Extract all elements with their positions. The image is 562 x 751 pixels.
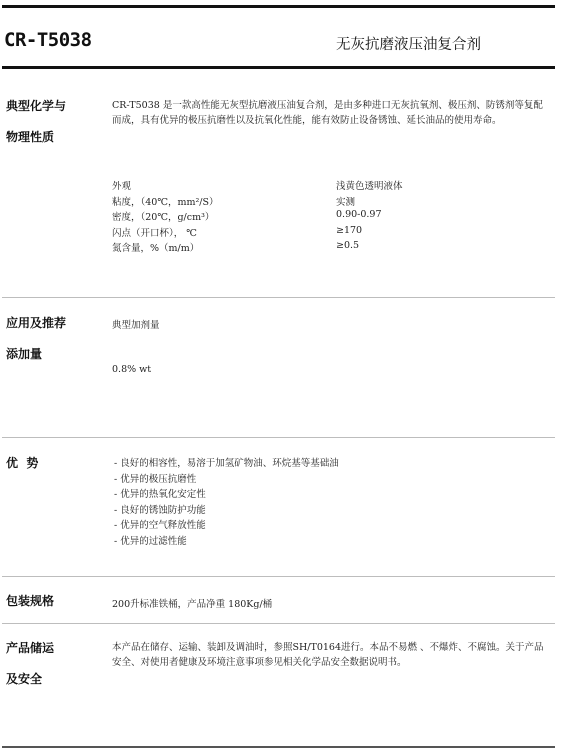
table-row (112, 209, 552, 225)
table-row (112, 240, 552, 256)
list-item: - 优异的空气释放性能 (114, 520, 206, 531)
section-divider (2, 297, 555, 298)
section-divider (2, 437, 555, 438)
property-value: 0.90-0.97 (336, 209, 382, 220)
advantages-label: 优 势 (6, 456, 39, 470)
list-item: - 优异的极压抗磨性 (114, 473, 197, 485)
packaging-label: 包装规格 (6, 594, 55, 608)
header-rule (2, 66, 555, 69)
packaging-text: 200升标准铁桶，产品净重 180Kg/桶 (112, 599, 273, 610)
property-value: ≥0.5 (336, 240, 360, 251)
bottom-rule (2, 746, 555, 748)
product-code: CR-T5038 (4, 29, 92, 51)
list-item: - 优异的热氧化安定性 (114, 489, 206, 500)
dosage-label-line2: 添加量 (6, 347, 43, 361)
storage-label-line1: 产品储运 (6, 641, 55, 655)
property-name: 氮含量，%（m/m） (112, 243, 200, 254)
table-row (112, 178, 552, 194)
dosage-heading: 典型加剂量 (112, 320, 160, 331)
section-divider (2, 623, 555, 624)
advantages-list (114, 455, 339, 548)
storage-label-line2: 及安全 (6, 672, 43, 686)
property-value: ≥170 (336, 224, 363, 236)
list-item: - 良好的锈蚀防护功能 (114, 504, 206, 516)
property-name: 闪点（开口杯）， ℃ (112, 227, 197, 239)
property-value: 实测 (336, 196, 356, 208)
list-item: - 优异的过滤性能 (114, 535, 187, 547)
product-description: CR-T5038 是一款高性能无灰型抗磨液压油复合剂，是由多种进口无灰抗氧剂、极压剂、防锈剂等复配而成，具有优异的极压抗磨性以及抗氧化性能，能有效防止设备锈蚀、延长油品的使用寿命。 (112, 100, 543, 126)
top-rule (2, 5, 555, 8)
dosage-label-line1: 应用及推荐 (6, 316, 67, 330)
table-row (112, 194, 552, 210)
properties-label-line1: 典型化学与 (6, 99, 67, 113)
product-name: 无灰抗磨液压油复合剂 (336, 37, 481, 53)
properties-label-line2: 物理性质 (6, 130, 55, 144)
list-item: - 良好的相容性，易溶于加氢矿物油、环烷基等基础油 (114, 458, 339, 469)
property-value: 浅黄色透明液体 (336, 181, 403, 192)
property-name: 粘度，（40℃，mm²/S） (112, 196, 219, 208)
property-table (112, 178, 552, 256)
dosage-value: 0.8% wt (112, 364, 152, 375)
table-row (112, 225, 552, 241)
property-name: 密度，（20℃，g/cm³） (112, 212, 215, 223)
storage-text: 本产品在储存、运输、装卸及调油时，参照SH/T0164进行。本品不易燃 、不爆炸、不腐蚀。关于产品安全、对使用者健康及环境注意事项参见相关化学品安全数据说明书。 (112, 642, 544, 668)
section-divider (2, 576, 555, 577)
property-name: 外观 (112, 181, 132, 192)
